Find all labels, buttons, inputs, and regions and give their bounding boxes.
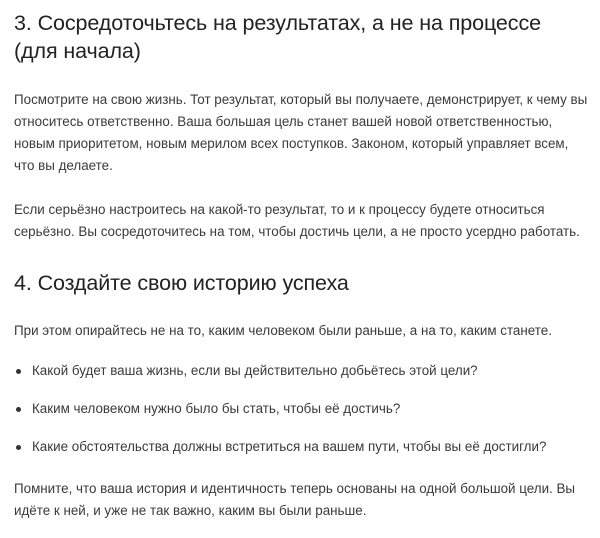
list-item [14,398,588,420]
section-3-paragraph-2: Если серьёзно настроитесь на какой-то результат, то и к процессу будете относиться серьёзно. Вы сосредоточитесь на том, чтобы достичь цели, а не просто усердно работать. [14,202,580,239]
bullet-icon [16,407,21,412]
section-4-closing: Помните, что ваша история и идентичность теперь основаны на одной большой цели. Вы идёте к ней, и уже не так важно, каким вы были раньше. [14,481,576,518]
questions-list [14,360,588,458]
list-item-text: Какие обстоятельства должны встретиться на вашем пути, чтобы вы её достигли? [32,439,547,454]
list-item-text: Каким человеком нужно было бы стать, чтобы её достичь? [32,401,401,416]
section-4-intro: При этом опирайтесь не на то, каким человеком были раньше, а на то, каким станете. [14,323,552,338]
list-item [14,360,588,382]
bullet-icon [16,369,21,374]
bullet-icon [16,445,21,450]
list-item [14,436,588,458]
section-4-heading: 4. Создайте свою историю успеха [14,271,349,295]
list-item-text: Какой будет ваша жизнь, если вы действительно добьётесь этой цели? [32,363,478,378]
section-3-heading: 3. Сосредоточьтесь на результатах, а не на процессе (для начала) [14,11,541,63]
section-3-paragraph-1: Посмотрите на свою жизнь. Тот результат, который вы получаете, демонстрирует, к чему вы относитесь ответственно. Ваша большая цель станет вашей новой ответственностью, новым приоритетом, новым мерилом всех поступков. Законом, который управляет всем, что вы делаете. [14,92,588,173]
